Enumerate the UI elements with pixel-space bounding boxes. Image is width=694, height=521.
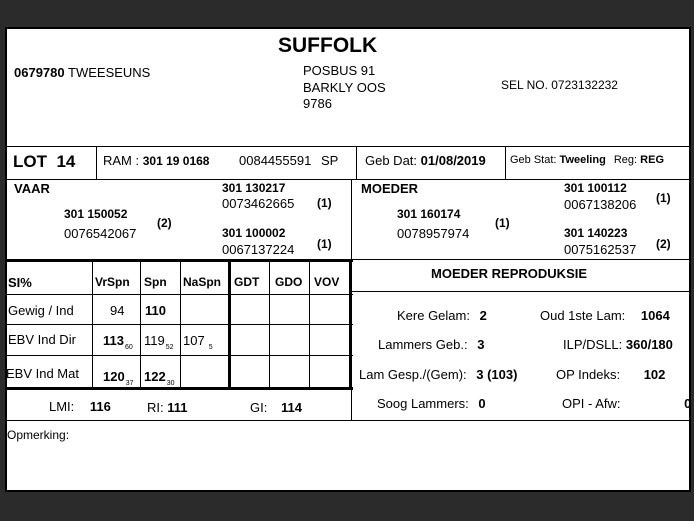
si-header-vov: VOV [314,275,340,289]
dam-sire-id: 301 100112 [564,181,627,195]
ram-suffix: SP [320,153,339,168]
lmi [49,399,111,414]
si-header-vrspn: VrSpn [95,275,130,289]
si-sub: 30 [166,380,175,387]
divider [356,146,357,179]
birth-status-value: Tweeling [559,154,606,166]
si-header-label: SI% [8,275,32,290]
si-header-naspn: NaSpn [183,275,222,289]
lot-number: 14 [56,152,76,171]
sire-dam-number: 0067137224 [222,242,295,257]
si-sub: 37 [125,380,134,387]
si-header-gdo: GDO [275,275,303,289]
si-value: 120 [103,369,125,384]
dam-dam-rank: (2) [656,237,671,251]
ri-value: 111 [167,400,188,415]
divider [96,146,97,179]
ram-number-value: 0084455591 [239,153,312,168]
repro-label: OPI - Afw: [562,396,621,411]
phone-number: SEL NO. 0723132232 [501,78,618,92]
lmi-label: LMI: [49,399,75,414]
reg-value: REG [640,154,665,166]
si-cell [103,333,133,351]
lot [13,152,75,172]
dam-dam-number: 0075162537 [564,242,637,257]
repro-value: 1064 [640,308,670,323]
divider [7,179,689,180]
repro-label: ILP/DSLL: [563,337,623,352]
si-value: 113 [103,333,124,348]
si-cell [103,369,134,387]
birth-label: Geb Dat: [365,153,418,168]
si-row-label: Gewig / Ind [8,303,74,318]
reg-label: Reg: [613,154,638,166]
ri-label: RI: [147,400,164,415]
repro-value: 2 [479,308,487,323]
repro-value: 3 [477,337,485,352]
sire-dam-id: 301 100002 [222,226,286,240]
repro-opi [562,396,691,411]
divider [92,259,93,389]
repro-label: Soog Lammers: [377,396,469,411]
repro-oud-lam [540,308,670,323]
gi-value: 114 [280,400,302,415]
repro-label: Lam Gesp./(Gem): [359,367,467,382]
repro-ilp [563,337,673,352]
dam-sire-rank: (1) [656,191,671,205]
remarks-label: Opmerking: [7,428,70,442]
divider [269,259,270,389]
si-sub: 5 [208,344,213,351]
birth-status-label: Geb Stat: [510,154,557,166]
repro-lam-gesp [359,367,517,382]
birth-value: 01/08/2019 [420,153,486,168]
si-cell [183,333,213,351]
divider [351,259,352,420]
dam-label: MOEDER [361,181,419,196]
repro-kere-gelam [397,308,487,323]
si-sub: 52 [165,344,174,351]
divider [351,291,689,292]
birth-status [510,154,664,166]
repro-title: MOEDER REPRODUKSIE [431,266,588,281]
repro-soog [377,396,486,411]
ram-label: RAM : [103,153,140,168]
dam-sire-number: 0067138206 [564,197,637,212]
sire-label: VAAR [14,181,50,196]
sire-dam-rank: (1) [317,237,332,251]
sire-id: 301 150052 [64,207,128,221]
divider [505,146,506,179]
gi [250,400,302,415]
si-value: 94 [110,303,125,318]
divider [228,259,231,389]
lot-card [5,27,691,492]
sire-sire-id: 301 130217 [222,181,286,195]
repro-value: 0 [684,396,692,411]
repro-value: 102 [643,367,666,382]
repro-label: Kere Gelam: [397,308,470,323]
divider [309,259,310,389]
si-value: 110 [145,303,166,318]
si-row-label: EBV Ind Mat [6,366,79,381]
si-row-label: EBV Ind Dir [8,332,76,347]
owner-name: TWEESEUNS [68,65,151,80]
dam-number: 0078957974 [397,226,470,241]
address-line2: BARKLY OOS [303,80,386,95]
repro-value: 0 [478,396,486,411]
lmi-value: 116 [89,399,111,414]
dam-dam-id: 301 140223 [564,226,628,240]
divider [7,146,689,147]
si-header-gdt: GDT [234,275,260,289]
si-cell [144,333,174,351]
divider [180,259,181,389]
si-value: 107 [183,333,205,348]
repro-value: 360/180 [625,337,673,352]
si-sub: 60 [124,344,133,351]
ram-id: 301 19 0168 [142,154,210,168]
ram-info [103,153,209,168]
si-cell [144,369,175,387]
divider [140,259,141,389]
repro-label: OP Indeks: [556,367,621,382]
address-line1: POSBUS 91 [303,63,376,78]
repro-op-indeks [556,367,665,382]
sire-sire-number: 0073462665 [222,196,295,211]
lot-label: LOT [13,152,47,171]
divider [7,259,353,262]
owner-code: 0679780 [14,65,65,80]
sire-number: 0076542067 [64,226,137,241]
repro-label: Oud 1ste Lam: [540,308,626,323]
breed-title: SUFFOLK [278,34,378,57]
repro-label: Lammers Geb.: [378,337,468,352]
divider [7,420,689,421]
si-header-spn: Spn [144,275,167,289]
address-line3: 9786 [303,96,332,111]
repro-value: 3 (103) [476,367,518,382]
birth-date [365,153,486,168]
dam-rank: (1) [495,216,510,230]
owner [14,65,150,80]
si-value: 122 [144,369,166,384]
divider [7,387,353,390]
sire-rank: (2) [157,216,172,230]
sire-sire-rank: (1) [317,196,332,210]
si-value: 119 [144,333,165,348]
divider [351,179,352,259]
si-cell [110,303,124,318]
repro-lammers-geb [378,337,484,352]
gi-label: GI: [250,400,268,415]
ri [147,400,188,415]
ram-number [239,153,338,168]
si-cell [145,303,166,318]
dam-id: 301 160174 [397,207,461,221]
